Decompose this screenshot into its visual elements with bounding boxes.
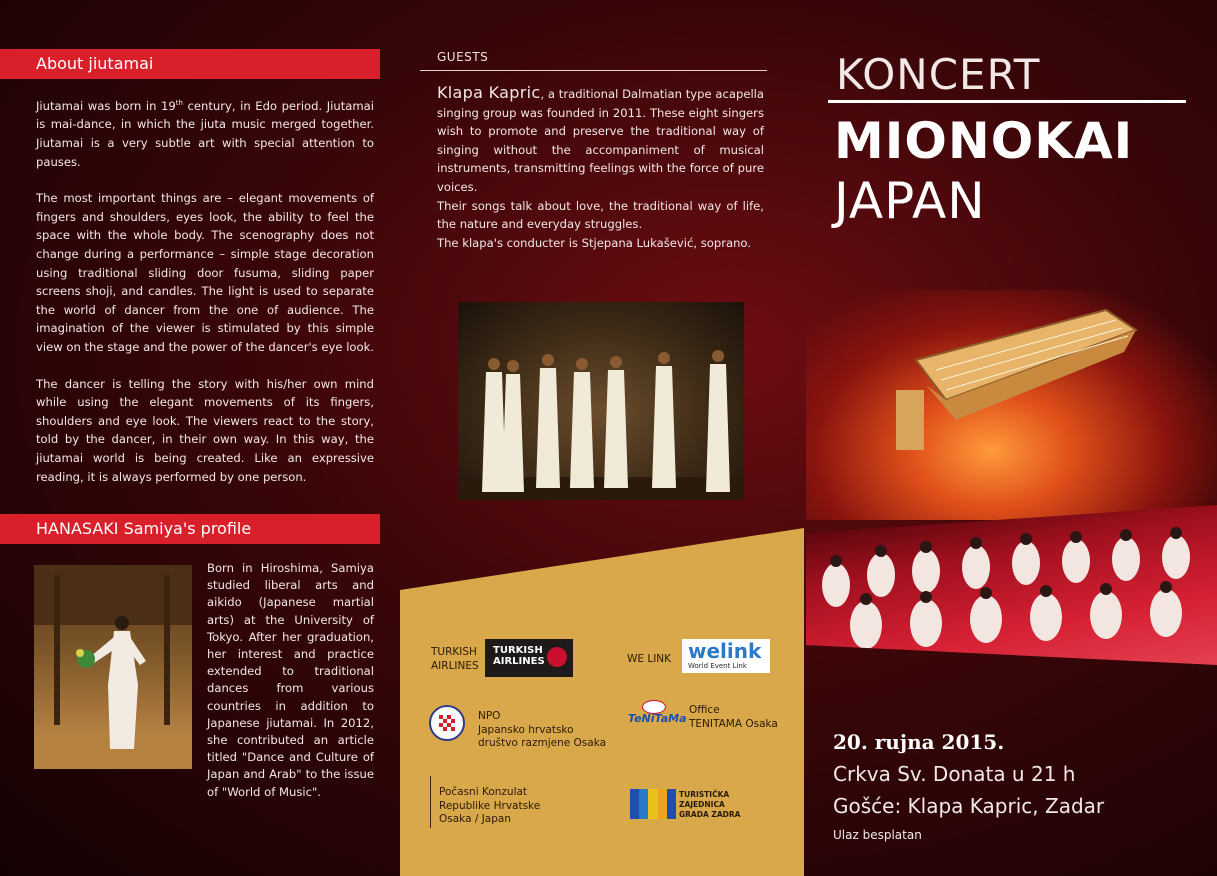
performers-illustration (806, 505, 1217, 665)
about-paragraph-2: The most important things are – elegant movements of fingers and shoulders, eyes look, the ability to feel the space with the whole body. The scenography does not change during a performance – simple stage decoration using traditional sliding door fusuma, sliding paper screens shoji, and candles. The light is used to separate the world of dancer from the one of audience. The imagination of the viewer is stimulated by this simple view on the stage and the power of the dancer's eye look. (36, 191, 375, 354)
klapa-name: Klapa Kapric (437, 83, 541, 102)
tourist-board-logo-icon (630, 789, 676, 819)
about-paragraph-3: The dancer is telling the story with his/her own mind while using the elegant movements of its fingers, shoulders and eye look. The viewers react to the story, told by the dancer, in their own way. In this way, the jiutamai world is being created. Like an expressive reading, it is always performed by one person. (36, 376, 374, 484)
koto-image (806, 290, 1217, 520)
profile-header (0, 514, 380, 544)
tenitama-logo: TeNiTaMa (628, 700, 684, 732)
guests-paragraph-1: Klapa Kapric, a traditional Dalmatian type acapella singing group was founded in 2011. These eight singers wish to promote and preserve the traditional way of singing without the accompaniment of musical instruments, transmitting feelings with the force of pure voices. (437, 83, 764, 194)
klapa-photo (458, 302, 744, 500)
dancer-illustration (34, 565, 192, 769)
about-paragraph-1: Jiutamai was born in 19th century, in Edo period. Jiutamai is mai-dance, in which the jiuta music merged together. Jiutamai is a very subtle art with special attention to pauses. (36, 98, 375, 169)
turkish-airlines-logo: TURKISH AIRLINES (485, 639, 573, 677)
welink-label: WE LINK (627, 653, 672, 665)
event-guests: Gošće: Klapa Kapric, Zadar (833, 794, 1105, 818)
dancer-photo (34, 565, 192, 769)
turkish-airlines-emblem-icon (547, 647, 567, 667)
event-venue: Crkva Sv. Donata u 21 h (833, 762, 1076, 786)
koncert-title: KONCERT (836, 50, 1041, 99)
event-date: 20. rujna 2015. (833, 730, 1005, 754)
event-entry: Ulaz besplatan (833, 828, 922, 842)
about-jiutamai-header (0, 49, 380, 79)
guests-paragraph-3: The klapa's conducter is Stjepana Lukašević, soprano. (437, 235, 752, 250)
about-jiutamai-text (36, 94, 374, 504)
guests-label: GUESTS (437, 50, 489, 64)
ensemble-name: MIONOKAI (834, 112, 1134, 170)
guests-paragraph-2: Their songs talk about love, the traditional way of life, the nature and everyday struggles. (437, 198, 764, 232)
profile-text: Born in Hiroshima, Samiya studied liberal arts and aikido (Japanese martial arts) at the University of Tokyo. After her graduation, her interest and practice extended to traditional dances from various countries in addition to Japanese jiutamai. In 2012, she contributed an article titled "Dance and Culture of Japan and Arab" to the issue of "World of Music". (207, 561, 374, 799)
guests-text (437, 84, 764, 252)
country-title: JAPAN (834, 172, 986, 230)
guests-divider (420, 70, 767, 71)
croatian-coat-of-arms-icon (429, 704, 465, 742)
profile-header-text: HANASAKI Samiya's profile (36, 519, 252, 538)
tourist-board-text: TURISTIČKA ZAJEDNICA GRADA ZADRA (679, 790, 741, 819)
koto-illustration (806, 290, 1217, 520)
about-header-text: About jiutamai (36, 54, 154, 73)
turkish-airlines-label: TURKISH AIRLINES (431, 646, 479, 672)
singers-illustration (458, 302, 744, 500)
performers-photo (806, 505, 1217, 665)
title-divider (828, 100, 1186, 103)
konzulat-divider (430, 776, 431, 828)
npo-text: NPO Japansko hrvatsko društvo razmjene Osaka (478, 710, 607, 749)
welink-logo: welink World Event Link (682, 639, 770, 673)
office-text: Office TENITAMA Osaka (689, 704, 778, 730)
konzulat-text: Počasni Konzulat Republike Hrvatske Osaka / Japan (439, 786, 541, 825)
